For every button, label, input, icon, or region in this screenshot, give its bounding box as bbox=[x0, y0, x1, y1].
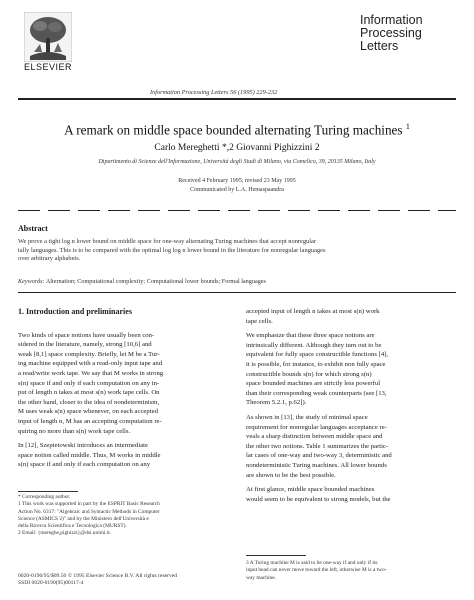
body-line: the other hand, closer to the idea of nondeterminism, bbox=[18, 398, 160, 406]
journal-title-line: Letters bbox=[360, 39, 399, 53]
body-line: As shown in [13], the study of minimal space bbox=[246, 413, 368, 421]
body-line: equivalent for fully space constructible functions [4], bbox=[246, 351, 389, 359]
received-dates: Received 4 February 1995; revised 23 May 1995 bbox=[178, 178, 296, 184]
tree-logo-icon bbox=[24, 12, 72, 62]
ssdi-line: SSDI 0020-0190(95)00117-4 bbox=[18, 580, 84, 587]
body-line: Two kinds of space notions have usually been con- bbox=[18, 331, 155, 339]
keywords bbox=[18, 278, 266, 285]
header-rule bbox=[18, 98, 456, 100]
body-line: put of length n takes at most s(n) work tape cells. On bbox=[18, 389, 160, 397]
body-line: accepted input of length n takes at most s(n) work bbox=[246, 308, 380, 315]
journal-citation: Information Processing Letters 56 (1995) 229-232 bbox=[150, 89, 278, 96]
body-line: sidered in the literature, namely, strong [10,6] and bbox=[18, 341, 152, 349]
abstract-line: over arbitrary alphabets. bbox=[18, 255, 81, 263]
footnote-line: della Ricerca Scientifica e Tecnologica (MURST). bbox=[18, 523, 127, 530]
body-line: would seem to be equivalent to strong models, but the bbox=[246, 495, 391, 503]
keywords-label: Keywords: bbox=[18, 278, 45, 285]
body-line: ing machine equipped with a read-only input tape and bbox=[18, 360, 163, 368]
footnote-line: 3 A Turing machine M is said to be one-way if and only if its bbox=[246, 560, 378, 566]
title-footnote-marker: 1 bbox=[405, 122, 410, 131]
journal-title bbox=[360, 14, 456, 53]
abstract-text bbox=[18, 238, 456, 264]
body-line: tape cells. bbox=[246, 317, 273, 325]
paper-authors: Carlo Mereghetti *,2 Giovanni Pighizzini 2 bbox=[154, 143, 320, 153]
footnote-line: Science (ASMICS 2)" and by the Ministero dell'Università e bbox=[18, 515, 149, 522]
body-line: the other two notions. Table 1 summarizes the partic- bbox=[246, 442, 389, 450]
left-footnotes bbox=[18, 494, 230, 538]
body-line: than their corresponding weak counterparts (see [13, bbox=[246, 389, 387, 397]
body-line: At first glance, middle space bounded machines bbox=[246, 486, 375, 494]
elsevier-logo bbox=[18, 12, 78, 74]
paper-title-text: A remark on middle space bounded alternating Turing machines bbox=[64, 122, 403, 138]
body-line: intrinsically different. Although they turn out to be bbox=[246, 341, 382, 349]
body-line: We emphasize that these three space notions are bbox=[246, 332, 375, 340]
body-line: space bounded machines are strictly less powerful bbox=[246, 380, 381, 388]
footnote-line: * Corresponding author. bbox=[18, 494, 71, 500]
body-line: it is possible, for instance, to exhibit non fully space bbox=[246, 360, 386, 368]
abstract-line: We prove a tight log n lower bound on middle space for one-way alternating Turing machines that accept nonregular bbox=[18, 238, 316, 245]
publisher-name: ELSEVIER bbox=[23, 62, 73, 72]
body-line: a read/write work tape. We say that M works in strong bbox=[18, 369, 164, 377]
body-line: constructible bounds s(n) for which strong s(n) bbox=[246, 370, 372, 378]
footnote-line: 1 This work was supported in part by the ESPRIT Basic Research bbox=[18, 501, 160, 508]
body-line: input of length n, M has an accepting computation re- bbox=[18, 417, 162, 425]
footnote-rule bbox=[18, 491, 78, 492]
footnote-rule bbox=[246, 555, 306, 556]
body-line: Theorem 5.2.1, p.62]). bbox=[246, 399, 307, 407]
footnote-line: input head can never move toward the left, otherwise M is a two- bbox=[246, 567, 387, 574]
abstract-heading: Abstract bbox=[18, 224, 48, 233]
body-line: lar cases of one-way and two-way 3, deterministic and bbox=[246, 452, 392, 460]
body-line: s(n) space if and only if each computation on any bbox=[18, 461, 151, 469]
footnote-line: Action No. 6317: "Algebraic and Syntactic Methods in Computer bbox=[18, 508, 160, 515]
body-line: In [12], Szepietowski introduces an intermediate bbox=[18, 442, 148, 450]
body-line: veals a sharp distinction between middle space and bbox=[246, 433, 383, 441]
body-line: M uses weak s(n) space whenever, on each accepted bbox=[18, 408, 158, 416]
copyright-info bbox=[18, 573, 177, 588]
body-line: quiring no more than s(n) work tape cells. bbox=[18, 427, 131, 435]
body-line: weak [8,1] space complexity. Briefly, let M be a Tur- bbox=[18, 350, 160, 358]
footnote-line: 2 Email: {mereghe,pighizzi}@dsi.unimi.it. bbox=[18, 530, 112, 537]
journal-title-line: Information bbox=[360, 13, 423, 27]
dashed-divider bbox=[18, 210, 456, 211]
body-line: requirement for nonregular languages acceptance re- bbox=[246, 423, 387, 431]
journal-title-line: Processing bbox=[360, 26, 422, 40]
communicated-by: Communicated by L.A. Hemaspaandra bbox=[190, 187, 284, 193]
right-column bbox=[246, 307, 458, 504]
footnote-line: way machine. bbox=[246, 574, 276, 581]
right-footnotes bbox=[246, 560, 458, 582]
section-heading: 1. Introduction and preliminaries bbox=[18, 307, 132, 316]
left-column bbox=[18, 307, 228, 470]
body-line: space notion called middle. Thus, M works in middle bbox=[18, 451, 161, 459]
author-affiliation: Dipartimento di Scienze dell'Informazione, Università degli Studi di Milano, via Comelico, 39, 20135 Milano, Italy bbox=[98, 159, 376, 165]
body-line: are shown to be the best possible. bbox=[246, 471, 336, 479]
body-line: s(n) space if and only if each computation on any in- bbox=[18, 379, 160, 387]
keywords-list: Alternation; Computational complexity; Computational lower bounds; Formal languages bbox=[45, 278, 266, 285]
body-line: nondeterministic Turing machines. All lower bounds bbox=[246, 461, 387, 469]
paper-title bbox=[0, 122, 474, 138]
copyright-line: 0020-0190/95/$09.50 © 1995 Elsevier Science B.V. All rights reserved bbox=[18, 573, 178, 579]
abstract-rule bbox=[18, 292, 456, 293]
abstract-line: tally languages. This is to be compared with the optimal log log n lower bound in the literature for nonregular languages bbox=[18, 246, 326, 254]
